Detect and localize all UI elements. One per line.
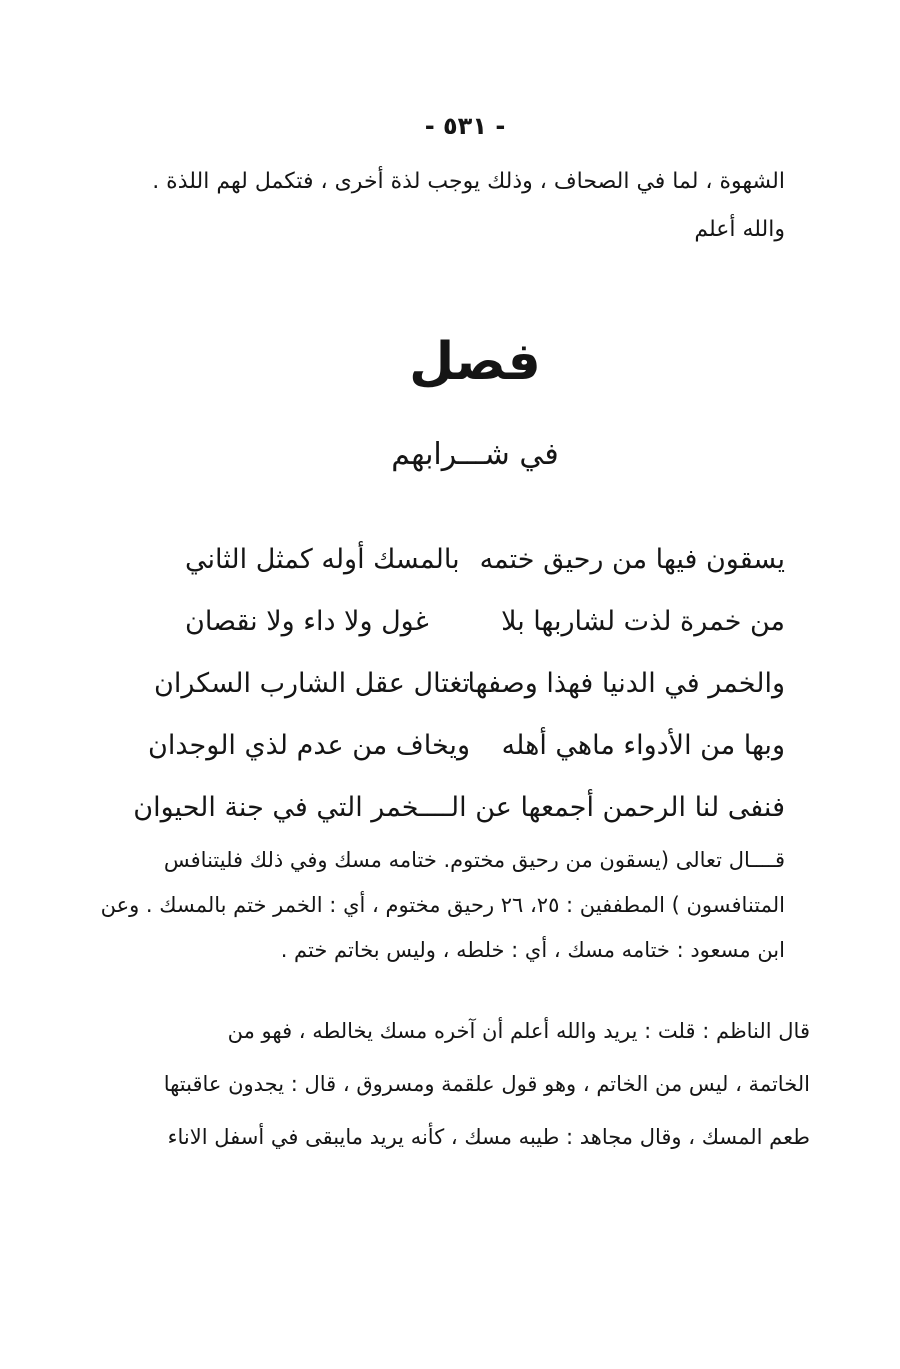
- intro-paragraph: [152, 158, 785, 254]
- commentary-line: قال الناظم : قلت : يريد والله أعلم أن آخره مسك يخالطه ، فهو من: [227, 1019, 810, 1043]
- section-title: فصل: [409, 332, 541, 392]
- verse-first-hemistich: من خمرة لذت لشاربها بلا: [501, 605, 785, 637]
- verse-second-hemistich: بالمسك أوله كمثل الثاني: [185, 543, 460, 575]
- commentary-line: الخاتمة ، ليس من الخاتم ، وهو قول علقمة ومسروق ، قال : يجدون عاقبتها: [163, 1072, 810, 1096]
- quran-citation-paragraph: [100, 838, 785, 973]
- intro-line: والله أعلم: [694, 217, 785, 242]
- commentary-paragraph: [163, 1005, 810, 1164]
- verse-first-hemistich: فنفى لنا الرحمن أجمعها عن الـــ: [427, 791, 785, 823]
- verse-first-hemistich: يسقون فيها من رحيق ختمه: [479, 543, 785, 575]
- commentary-line: طعم المسك ، وقال مجاهد : طيبه مسك ، كأنه يريد مايبقى في أسفل الاناء: [167, 1125, 810, 1149]
- verse-second-hemistich: تغتال عقل الشارب السكران: [154, 667, 470, 699]
- intro-line: الشهوة ، لما في الصحاف ، وذلك يوجب لذة أخرى ، فتكمل لهم اللذة .: [152, 169, 785, 194]
- verse-second-hemistich: غول ولا داء ولا نقصان: [185, 605, 429, 637]
- poem-verse: [133, 776, 785, 838]
- quote-line: قــــال تعالى (يسقون من رحيق مختوم. ختامه مسك وفي ذلك فليتنافس: [163, 848, 785, 872]
- poem: [133, 528, 785, 838]
- quote-line: المتنافسون ) المطففين : ٢٥، ٢٦ رحيق مختوم ، أي : الخمر ختم بالمسك . وعن: [100, 893, 785, 917]
- poem-verse: [154, 652, 785, 714]
- section-subtitle: في شـــرابهم: [391, 437, 559, 472]
- verse-second-hemistich: ـخمر التي في جنة الحيوان: [133, 791, 428, 823]
- verse-second-hemistich: ويخاف من عدم لذي الوجدان: [148, 729, 470, 761]
- poem-verse: [185, 528, 785, 590]
- verse-first-hemistich: وبها من الأدواء ماهي أهله: [501, 729, 785, 761]
- verse-first-hemistich: والخمر في الدنيا فهذا وصفها: [467, 667, 785, 699]
- poem-verse: [185, 590, 785, 652]
- poem-verse: [148, 714, 785, 776]
- page-number: - ٥٣١ -: [424, 112, 506, 140]
- quote-line: ابن مسعود : ختامه مسك ، أي : خلطه ، وليس بخاتم ختم .: [280, 938, 785, 962]
